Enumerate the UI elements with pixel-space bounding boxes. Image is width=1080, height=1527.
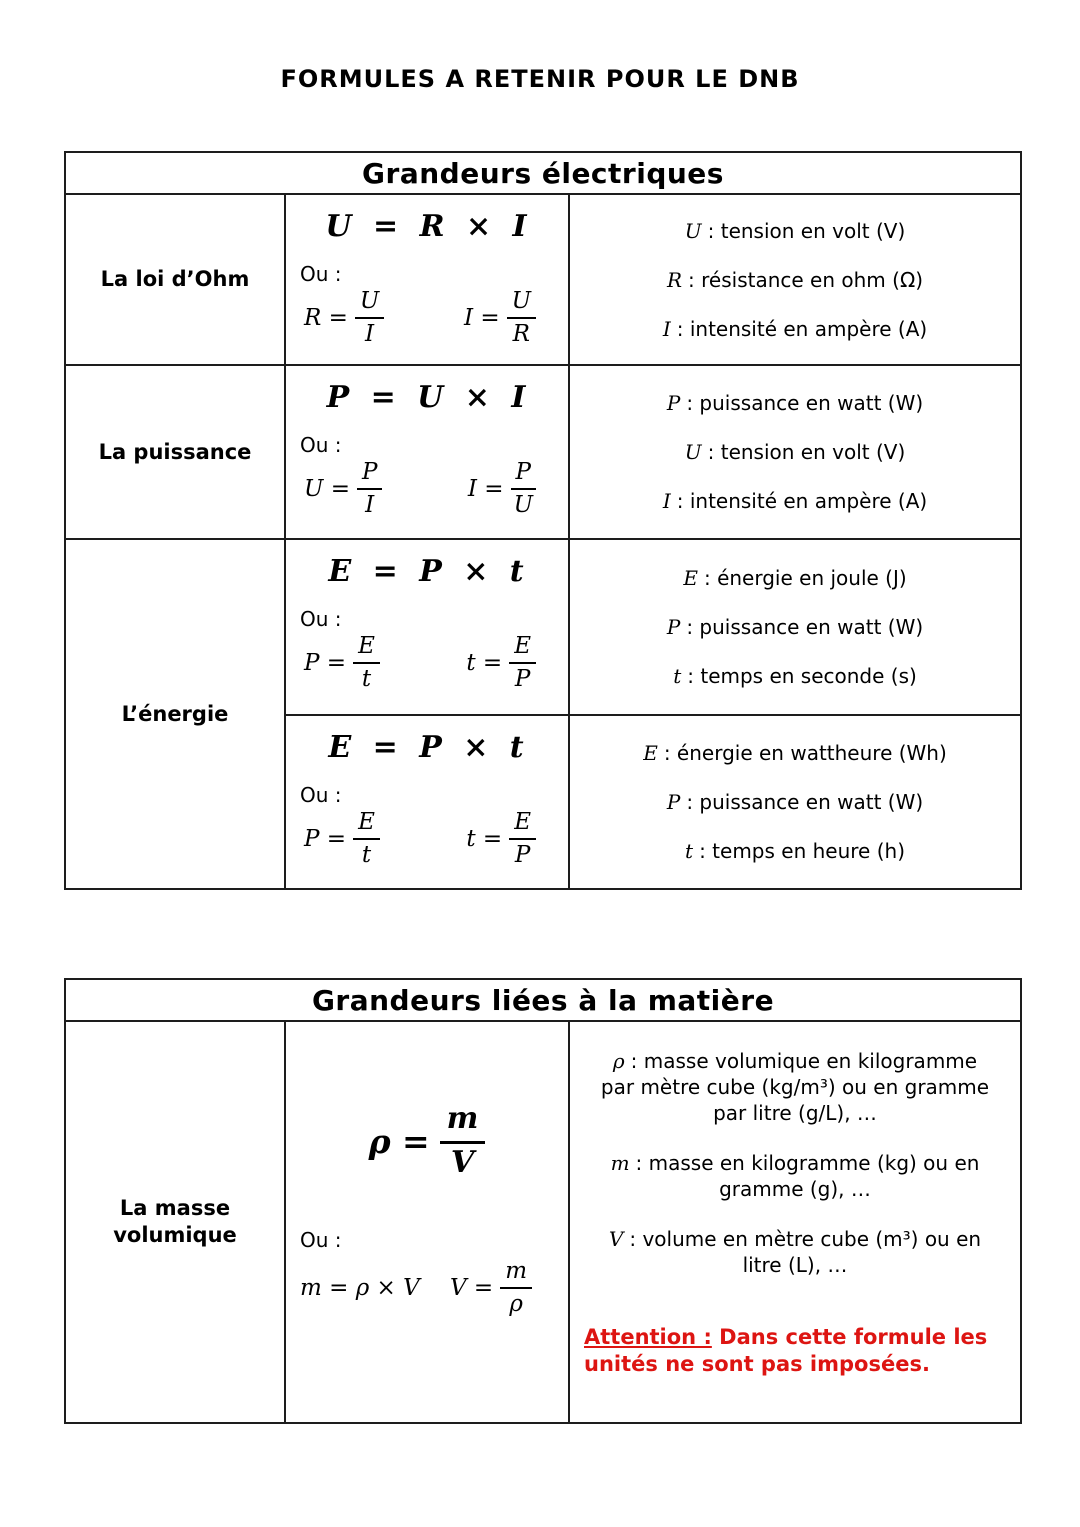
row-loi-ohm bbox=[65, 194, 1021, 365]
main-formula: P = U × I bbox=[326, 380, 528, 415]
numerator: P bbox=[511, 459, 536, 490]
fraction bbox=[509, 633, 536, 693]
attention-note bbox=[584, 1324, 1008, 1378]
formula-lhs: R = bbox=[304, 304, 348, 331]
numerator: m bbox=[440, 1102, 486, 1144]
denominator: P bbox=[514, 842, 531, 869]
definition-symbol: E bbox=[683, 566, 698, 590]
row-label: L’énergie bbox=[65, 539, 285, 889]
alternate-formulas bbox=[286, 1258, 568, 1318]
numerator: E bbox=[353, 633, 380, 664]
definition-text: : intensité en ampère (A) bbox=[676, 489, 928, 513]
definition bbox=[570, 219, 1020, 243]
definition-symbol: ρ bbox=[612, 1049, 625, 1073]
definition-symbol: E bbox=[643, 741, 658, 765]
definition-symbol: m bbox=[610, 1151, 630, 1175]
definition bbox=[570, 664, 1020, 688]
numerator: U bbox=[507, 288, 536, 319]
fraction bbox=[353, 809, 380, 869]
definition-text: : temps en seconde (s) bbox=[687, 664, 917, 688]
row-label-line: La masse bbox=[119, 1196, 231, 1220]
denominator: P bbox=[514, 666, 531, 693]
definition bbox=[570, 839, 1020, 863]
table-title: Grandeurs électriques bbox=[65, 152, 1021, 194]
formula-lhs: I = bbox=[467, 475, 504, 502]
definition bbox=[597, 1150, 993, 1202]
formula-cell bbox=[285, 194, 569, 365]
definition-symbol: I bbox=[662, 489, 671, 513]
formula-lhs: t = bbox=[466, 649, 503, 676]
fraction bbox=[353, 633, 380, 693]
attention-text: Dans cette formule les unités ne sont pas imposées. bbox=[584, 1325, 988, 1376]
main-formula: E = P × t bbox=[328, 730, 526, 765]
ou-label: Ou : bbox=[300, 607, 342, 631]
definition bbox=[570, 615, 1020, 639]
definition-symbol: U bbox=[684, 218, 702, 243]
definition-text: : temps en heure (h) bbox=[699, 839, 905, 863]
fraction bbox=[355, 288, 384, 348]
formula-cell bbox=[285, 715, 569, 889]
definitions-cell bbox=[569, 539, 1021, 715]
fraction bbox=[507, 288, 536, 348]
definition-symbol: P bbox=[666, 790, 681, 814]
alt-formula bbox=[304, 459, 382, 519]
definition bbox=[597, 1226, 993, 1278]
definition bbox=[570, 790, 1020, 814]
fraction bbox=[500, 1258, 532, 1318]
numerator: E bbox=[353, 809, 380, 840]
alternate-formulas bbox=[286, 633, 568, 693]
definition bbox=[570, 741, 1020, 765]
formula-lhs: t = bbox=[466, 825, 503, 852]
formula-cell bbox=[285, 365, 569, 539]
denominator: I bbox=[365, 492, 375, 519]
numerator: U bbox=[355, 288, 384, 319]
definition-symbol: R bbox=[666, 267, 683, 292]
denominator: V bbox=[450, 1144, 475, 1180]
definition bbox=[570, 440, 1020, 464]
definition bbox=[570, 268, 1020, 292]
fraction bbox=[357, 459, 382, 519]
denominator: R bbox=[512, 321, 530, 348]
ou-label: Ou : bbox=[300, 262, 342, 286]
alternate-formulas bbox=[286, 809, 568, 869]
definition-symbol: P bbox=[666, 615, 681, 639]
table-title: Grandeurs liées à la matière bbox=[65, 979, 1021, 1021]
definitions-cell bbox=[569, 715, 1021, 889]
denominator: t bbox=[361, 666, 372, 693]
denominator: ρ bbox=[509, 1291, 523, 1318]
definition-symbol: t bbox=[685, 839, 694, 863]
denominator: U bbox=[513, 492, 533, 519]
fraction bbox=[440, 1102, 486, 1180]
definitions-cell bbox=[569, 194, 1021, 365]
row-label bbox=[65, 1021, 285, 1423]
page-title: FORMULES A RETENIR POUR LE DNB bbox=[280, 65, 800, 93]
main-formula bbox=[286, 1102, 568, 1180]
formula-lhs: I = bbox=[463, 304, 500, 331]
alt-formula bbox=[466, 633, 536, 693]
table-grandeurs-matiere bbox=[64, 978, 1022, 1424]
definition-text: : masse en kilogramme (kg) ou en gramme (g), … bbox=[635, 1151, 980, 1201]
table-grandeurs-electriques bbox=[64, 151, 1022, 890]
definitions-cell bbox=[569, 365, 1021, 539]
formula-cell bbox=[285, 1021, 569, 1423]
alt-formula bbox=[450, 1258, 532, 1318]
row-label: La puissance bbox=[65, 365, 285, 539]
definition-text: : tension en volt (V) bbox=[707, 440, 906, 464]
numerator: P bbox=[357, 459, 382, 490]
definition-symbol: t bbox=[673, 664, 682, 688]
numerator: E bbox=[509, 633, 536, 664]
row-label: La loi d’Ohm bbox=[65, 194, 285, 365]
ou-label: Ou : bbox=[300, 1228, 342, 1252]
formula-lhs: P = bbox=[304, 825, 347, 852]
numerator: m bbox=[500, 1258, 532, 1289]
alt-formula bbox=[304, 633, 380, 693]
definition-text: : intensité en ampère (A) bbox=[676, 316, 928, 341]
definition-symbol: I bbox=[662, 316, 671, 341]
definition-symbol: P bbox=[666, 391, 681, 415]
ou-label: Ou : bbox=[300, 783, 342, 807]
row-energie-joule bbox=[65, 539, 1021, 715]
fraction bbox=[511, 459, 536, 519]
alt-formula bbox=[304, 288, 384, 348]
row-masse-volumique bbox=[65, 1021, 1021, 1423]
row-puissance bbox=[65, 365, 1021, 539]
definition-text: : puissance en watt (W) bbox=[686, 615, 924, 639]
row-label-line: volumique bbox=[113, 1223, 237, 1247]
ou-label: Ou : bbox=[300, 433, 342, 457]
fraction bbox=[509, 809, 536, 869]
main-formula: U = R × I bbox=[325, 209, 529, 244]
definition bbox=[570, 566, 1020, 590]
numerator: E bbox=[509, 809, 536, 840]
definition-symbol: U bbox=[684, 440, 702, 464]
denominator: t bbox=[361, 842, 372, 869]
definition-text: : tension en volt (V) bbox=[707, 218, 906, 243]
definition-text: : énergie en wattheure (Wh) bbox=[663, 741, 947, 765]
definition-text: : résistance en ohm (Ω) bbox=[688, 267, 924, 292]
definition-text: : énergie en joule (J) bbox=[703, 566, 907, 590]
definition-text: : volume en mètre cube (m³) ou en litre (L), … bbox=[629, 1227, 982, 1277]
alternate-formulas bbox=[286, 288, 568, 348]
definition bbox=[570, 317, 1020, 341]
definition bbox=[570, 489, 1020, 513]
formula-cell bbox=[285, 539, 569, 715]
definition bbox=[597, 1048, 993, 1126]
alt-formula: m = ρ × V bbox=[300, 1274, 420, 1301]
alt-formula bbox=[468, 459, 536, 519]
definitions-cell bbox=[569, 1021, 1021, 1423]
main-formula: E = P × t bbox=[328, 554, 526, 589]
formula-lhs: V = bbox=[449, 1274, 494, 1301]
definition-text: : puissance en watt (W) bbox=[686, 790, 924, 814]
definition-text: : puissance en watt (W) bbox=[686, 391, 924, 415]
alt-formula bbox=[466, 809, 536, 869]
formula-lhs: P = bbox=[304, 649, 347, 676]
table-header-row bbox=[65, 979, 1021, 1021]
alternate-formulas bbox=[286, 459, 568, 519]
alt-formula bbox=[304, 809, 380, 869]
table-header-row bbox=[65, 152, 1021, 194]
formula-lhs: ρ = bbox=[368, 1121, 430, 1161]
attention-label: Attention : bbox=[584, 1325, 712, 1349]
definition-text: : masse volumique en kilogramme par mètre cube (kg/m³) ou en gramme par litre (g/L), … bbox=[600, 1049, 990, 1125]
alt-formula bbox=[464, 288, 536, 348]
denominator: I bbox=[365, 321, 375, 348]
definition bbox=[570, 391, 1020, 415]
formula-lhs: U = bbox=[304, 475, 350, 502]
definition-symbol: V bbox=[608, 1227, 624, 1251]
